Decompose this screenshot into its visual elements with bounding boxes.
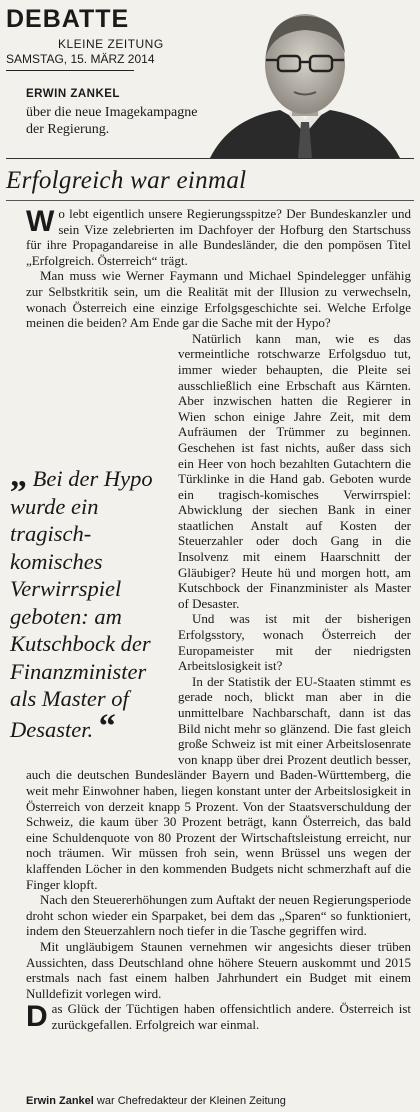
publication-date: SAMSTAG, 15. MÄRZ 2014 <box>6 52 155 66</box>
author-name: ERWIN ZANKEL <box>26 88 120 100</box>
signature-name: Erwin Zankel <box>26 1095 94 1107</box>
paragraph-5: In der Statistik der EU-Staaten stimmt es gerade noch, blickt man aber in die unmittelbare Nachbarschaft, dann ist das Bild nicht mehr so glänzend. Die fast gleich große Schweiz ist mit einer Arbeitslosenrate von knapp über drei Prozent deutlich besser, auch die deutschen Bundesländer Bayern und Baden-Württemberg, die weit mehr Einwohner haben, liegen konstant unter der Arbeitslosigkeit in Österreich von derzeit knapp 5 Prozent. Von der Staatsverschuldung der Schweiz, die kaum über 30 Prozent beträgt, kann Österreich, das bald eine Schuldenquote von 80 Prozent der Wirtschaftsleistung erreicht, nur noch träumen. Wir müssen froh sein, wenn Brüssel uns wegen der klaffenden Löcher in den kommenden Budgets nicht schmerzhaft auf die Finger klopft. <box>26 673 411 892</box>
paragraph-8-text: as Glück der Tüchtigen haben offensichtlich andere. Österreich ist zurückgefallen. Erfolgreich war einmal. <box>51 1001 411 1032</box>
pull-quote-space <box>26 383 178 763</box>
drop-cap: D <box>26 1000 48 1034</box>
paragraph-6: Nach den Steuererhöhungen zum Auftakt der neuen Regierungsperiode droht schon wieder ein Sparpaket, bei dem das „Sparen“ so funktioniert, indem den Steuerzahlern noch tiefer in die Tasche gegriffen wird. <box>26 892 411 939</box>
author-description: über die neue Imagekampagne der Regierung. <box>26 105 198 137</box>
signature-role: war Chefredakteur der Kleinen Zeitung <box>96 1095 286 1107</box>
quote-close-mark: “ <box>98 707 116 745</box>
header-rule <box>6 70 134 71</box>
paragraph-3 <box>26 331 411 612</box>
pull-quote-text: Bei der Hypo wurde ein tragisch-komisches Verwirrspiel geboten: am Kutschbock der Finanzminister als Master of Desaster. <box>10 466 153 742</box>
author-signature <box>26 1094 286 1108</box>
quote-open-mark: „ <box>10 457 27 494</box>
paragraph-2: Man muss wie Werner Faymann und Michael Spindelegger unfähig zur Selbstkritik sein, um die Realität mit der Illusion zu verwechseln, wonach Österreich eine einzige Erfolgsgeschichte sei. Welche Erfolge meinen die beiden? Am Ende gar die Sache mit der Hypo? <box>26 268 411 331</box>
paragraph-8 <box>26 1001 411 1032</box>
author-portrait <box>200 6 410 158</box>
headline-rule <box>6 200 414 201</box>
paragraph-7: Mit ungläubigem Staunen vernehmen wir angesichts dieser trüben Aussichten, dass Deutschland ohne höhere Steuern auskommt und 2015 erstmals nach fast einem halben Jahrhundert ein Budget mit einem Nulldefizit vorlegen wird. <box>26 938 411 1001</box>
paragraph-3-text: Natürlich kann man, wie es das vermeintliche rotschwarze Erfolgsduo tut, immer wieder behaupten, die Pleite sei ausschließlich eine Erbschaft aus Kärnten. Aber inzwischen hatten die Regierer in Wien schon einige Jahre Zeit, mit dem Aufräumen der Trümmer zu beginnen. Geschehen ist fast nichts, außer dass sich ein Heer von hoch bezahlten Gutachtern die Türklinke in die Hand gab. Geboten wurde ein tragisch-komisches Verwirrspiel: Abwicklung der siechen Bank in einer staatlichen Anstalt auf Kosten der Steuerzahler oder doch Gang in die Insolvenz mit einem Haarschnitt der Gläubiger? Heute hü und morgen hott, am Kutschbock der Finanzminister als Master of Desaster. <box>178 330 411 611</box>
section-title: DEBATTE <box>6 5 130 33</box>
newspaper-name: KLEINE ZEITUNG <box>58 37 164 51</box>
paragraph-4: Und was ist mit der bisherigen Erfolgsstory, wonach Österreich der Europameister mit der niedrigsten Arbeitslosigkeit ist? <box>178 611 411 674</box>
article-header <box>0 0 420 158</box>
drop-cap: W <box>26 205 55 238</box>
header-bottom-rule <box>6 158 414 159</box>
article-body <box>26 206 411 1032</box>
paragraph-1-text: o lebt eigentlich unsere Regierungsspitze? Der Bundeskanzler und sein Vize zelebrierten im Dachfoyer der Hofburg den Startschuss für ihre Propagandareise in alle Bundesländer, die den pompösen Titel „Erfolgreich. Österreich“ trägt. <box>26 206 411 268</box>
paragraph-1 <box>26 206 411 268</box>
headline: Erfolgreich war einmal <box>6 167 247 194</box>
